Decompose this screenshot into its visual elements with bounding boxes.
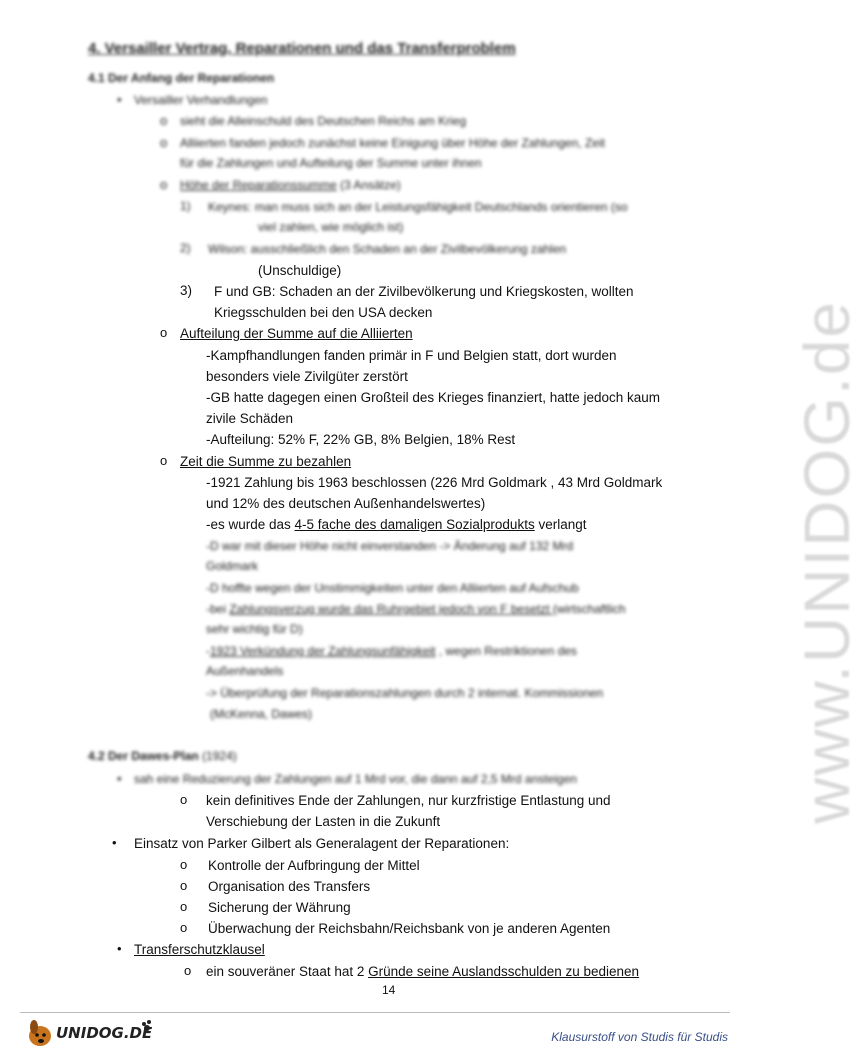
section-title-4-2-text: 4.2 Der Dawes-Plan — [88, 749, 199, 763]
zeit-line11: -> Überprüfung der Reparationszahlungen durch 2 internat. Kommissionen — [206, 686, 604, 700]
gilbert-task-kontrolle: Kontrolle der Aufbringung der Mittel — [208, 858, 420, 873]
zeit-line10: Außenhandels — [206, 664, 284, 678]
aufteilung-line2: besonders viele Zivilgüter zerstört — [206, 369, 408, 384]
transferschutz-sub-start: ein souveräner Staat hat 2 — [206, 964, 369, 979]
sub-bullet-marker: o — [180, 920, 188, 935]
aufteilung-heading: Aufteilung der Summe auf die Alliierten — [180, 326, 413, 341]
bullet-marker: • — [117, 771, 122, 786]
zeit-line3 — [206, 516, 586, 533]
sub-bullet-marker: o — [180, 792, 188, 807]
fgb-line1: F und GB: Schaden an der Zivilbevölkerung und Kriegskosten, wollten — [214, 284, 634, 299]
zeit-line9-underlined: 1923 Verkündung der Zahlungsunfähigkeit — [210, 644, 436, 658]
zeit-line6: -D hoffte wegen der Unstimmigkeiten unter den Alliierten auf Aufschub — [206, 581, 579, 595]
zeit-line9-start: - — [206, 644, 210, 658]
footer-tagline: Klausurstoff von Studis für Studis — [551, 1030, 728, 1044]
bullet-versailler: Versailler Verhandlungen — [134, 93, 268, 107]
keynes-line1: Keynes: man muss sich an der Leistungsfähigkeit Deutschlands orientieren (so — [208, 200, 628, 214]
bullet-marker: • — [117, 941, 122, 956]
zeit-line1: -1921 Zahlung bis 1963 beschlossen (226 Mrd Goldmark , 43 Mrd Goldmark — [206, 475, 663, 490]
zeit-line3-start: -es wurde das — [206, 517, 295, 532]
number-marker: 1) — [180, 199, 191, 213]
fgb-line2: Kriegsschulden bei den USA decken — [214, 305, 433, 320]
hoehe-suffix: (3 Ansätze) — [340, 178, 401, 192]
sub-item-alleinschuld: sieht die Alleinschuld des Deutschen Reichs am Krieg — [180, 114, 467, 128]
gilbert-task-ueberwachung: Überwachung der Reichsbahn/Reichsbank von je anderen Agenten — [208, 921, 611, 936]
sub-bullet-marker: o — [184, 963, 192, 978]
zeit-line3-underlined: 4-5 fache des damaligen Sozialprodukts — [294, 517, 535, 532]
section-title-4-2 — [88, 748, 237, 765]
page-heading: 4. Versailler Vertrag, Reparationen und das Transferproblem — [88, 40, 516, 57]
number-marker: 3) — [180, 283, 193, 298]
zeit-line9 — [206, 643, 577, 660]
zeit-line3-end: verlangt — [534, 517, 587, 532]
number-marker: 2) — [180, 241, 191, 255]
zeit-line8: sehr wichtig für D) — [206, 622, 303, 636]
zeit-line7 — [206, 601, 626, 618]
sub-bullet-marker: o — [180, 899, 188, 914]
section-title-4-2-year: (1924) — [202, 749, 237, 763]
bullet-marker: • — [117, 92, 122, 107]
keynes-line2: viel zahlen, wie möglich ist) — [258, 220, 404, 234]
sub-bullet-marker: o — [160, 325, 168, 340]
sub-bullet-marker: o — [180, 857, 188, 872]
zeit-line7-end: (wirtschaftlich — [552, 602, 626, 616]
wilson-line1: Wilson: ausschließlich den Schaden an der Zivilbevölkerung zahlen — [208, 242, 567, 256]
bullet-transferschutzklausel: Transferschutzklausel — [134, 942, 265, 957]
footer-divider — [20, 1012, 730, 1013]
zeit-heading: Zeit die Summe zu bezahlen — [180, 454, 352, 469]
bullet-marker: • — [112, 835, 117, 850]
page-number: 14 — [382, 983, 396, 997]
bullet-parker-gilbert: Einsatz von Parker Gilbert als Generalagent der Reparationen: — [134, 836, 510, 851]
aufteilung-line5: -Aufteilung: 52% F, 22% GB, 8% Belgien, 18% Rest — [206, 432, 516, 447]
reduzierung-sub-line1: kein definitives Ende der Zahlungen, nur kurzfristige Entlastung und — [206, 793, 611, 808]
zeit-line12: (McKenna, Dawes) — [210, 707, 313, 721]
watermark: www.UNIDOG.de — [791, 300, 863, 824]
sub-bullet-marker: o — [160, 177, 168, 192]
transferschutz-sub-line — [206, 963, 639, 980]
zeit-line9-end: , wegen Restriktionen des — [435, 644, 577, 658]
zeit-line5: Goldmark — [206, 559, 259, 573]
zeit-line7-start: -bei — [206, 602, 230, 616]
wilson-line2: (Unschuldige) — [258, 263, 342, 278]
aufteilung-line4: zivile Schäden — [206, 411, 294, 426]
sub-bullet-marker: o — [160, 113, 168, 128]
sub-bullet-marker: o — [160, 135, 168, 150]
zeit-line7-underlined: Zahlungsverzug wurde das Ruhrgebiet jedoch von F besetzt — [229, 602, 553, 616]
sub-item-alliierten-line1: Alliierten fanden jedoch zunächst keine Einigung über Höhe der Zahlungen, Zeit — [180, 136, 605, 150]
sub-bullet-marker: o — [160, 453, 168, 468]
aufteilung-line1: -Kampfhandlungen fanden primär in F und Belgien statt, dort wurden — [206, 348, 617, 363]
section-title-4-1: 4.1 Der Anfang der Reparationen — [88, 71, 275, 85]
zeit-line2: und 12% des deutschen Außenhandelswertes) — [206, 496, 486, 511]
sub-item-hoehe — [180, 177, 401, 194]
aufteilung-line3: -GB hatte dagegen einen Großteil des Krieges finanziert, hatte jedoch kaum — [206, 390, 661, 405]
transferschutz-sub-underlined: Gründe seine Auslandsschulden zu bedienen — [368, 964, 640, 979]
gilbert-task-sicherung: Sicherung der Währung — [208, 900, 351, 915]
logo-text: UNIDOG.DE — [56, 1024, 153, 1042]
hoehe-label: Höhe der Reparationssumme — [180, 178, 337, 192]
gilbert-task-organisation: Organisation des Transfers — [208, 879, 371, 894]
sub-item-alliierten-line2: für die Zahlungen und Aufteilung der Summe unter ihnen — [180, 156, 482, 170]
sub-bullet-marker: o — [180, 878, 188, 893]
zeit-line4: -D war mit dieser Höhe nicht einverstanden -> Änderung auf 132 Mrd — [206, 539, 574, 553]
reduzierung-sub-line2: Verschiebung der Lasten in die Zukunft — [206, 814, 441, 829]
bullet-reduzierung: sah eine Reduzierung der Zahlungen auf 1 Mrd vor, die dann auf 2,5 Mrd ansteigen — [134, 772, 577, 786]
